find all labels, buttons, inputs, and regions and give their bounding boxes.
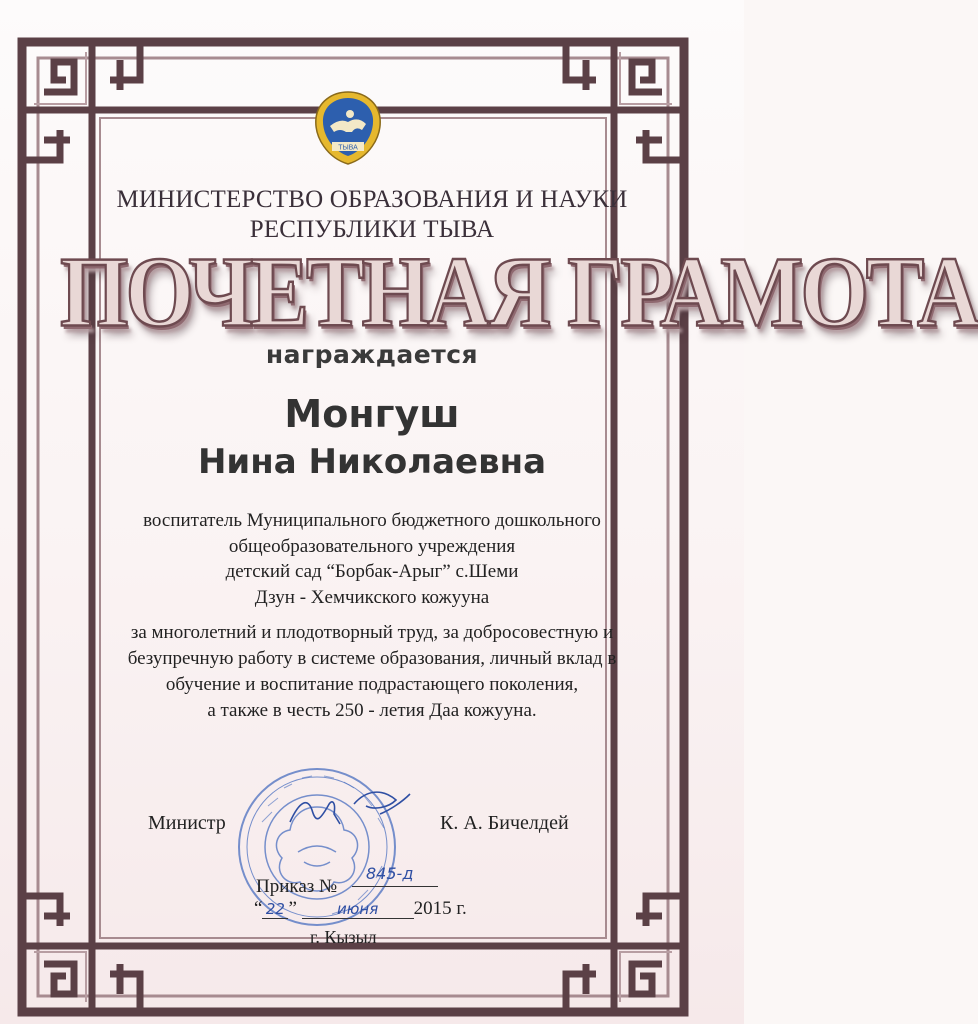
date-close-quote: ”	[288, 898, 297, 919]
signatory-name: К. А. Бичелдей	[440, 812, 569, 834]
awarded-label: награждается	[265, 340, 479, 369]
certificate-title: ПОЧЕТНАЯ ГРАМОТА	[60, 236, 978, 349]
position-line: Дзун - Хемчикского кожууна	[254, 586, 490, 608]
merit-line: а также в честь 250 - летия Даа кожууна.	[207, 700, 537, 721]
ministry-line-2: РЕСПУБЛИКИ ТЫВА	[249, 216, 495, 243]
merit-line: обучение и воспитание подрастающего поколения,	[165, 674, 579, 695]
issue-city: г. Кызыл	[310, 927, 377, 947]
position-line: общеобразовательного учреждения	[228, 535, 516, 557]
signatory-title: Министр	[148, 812, 226, 834]
order-year: 2015 г.	[413, 898, 467, 919]
ministry-line-1: МИНИСТЕРСТВО ОБРАЗОВАНИЯ И НАУКИ	[116, 186, 628, 213]
position-line: детский сад “Борбак-Арыг” с.Шеми	[225, 561, 519, 582]
recipient-surname: Монгуш	[284, 392, 460, 436]
recipient-given-names: Нина Николаевна	[197, 442, 547, 482]
award-reason	[0, 620, 744, 724]
merit-line: безупречную работу в системе образования, личный вклад в	[127, 648, 617, 669]
recipient-position	[0, 508, 744, 610]
order-day: 22	[262, 900, 288, 919]
order-month: июня	[302, 900, 414, 919]
merit-line: за многолетний и плодотворный труд, за добросовестную и	[130, 622, 614, 643]
emblem-text: ТЫВА	[338, 144, 358, 152]
date-open-quote: “	[254, 898, 263, 919]
order-number-line	[352, 864, 438, 887]
tuva-coat-of-arms-icon	[312, 88, 384, 168]
order-number: 845-д	[366, 864, 414, 883]
handwritten-signature	[270, 780, 430, 840]
order-label: Приказ №	[256, 876, 338, 897]
position-line: воспитатель Муниципального бюджетного дошкольного	[143, 510, 601, 531]
order-date	[254, 898, 467, 920]
